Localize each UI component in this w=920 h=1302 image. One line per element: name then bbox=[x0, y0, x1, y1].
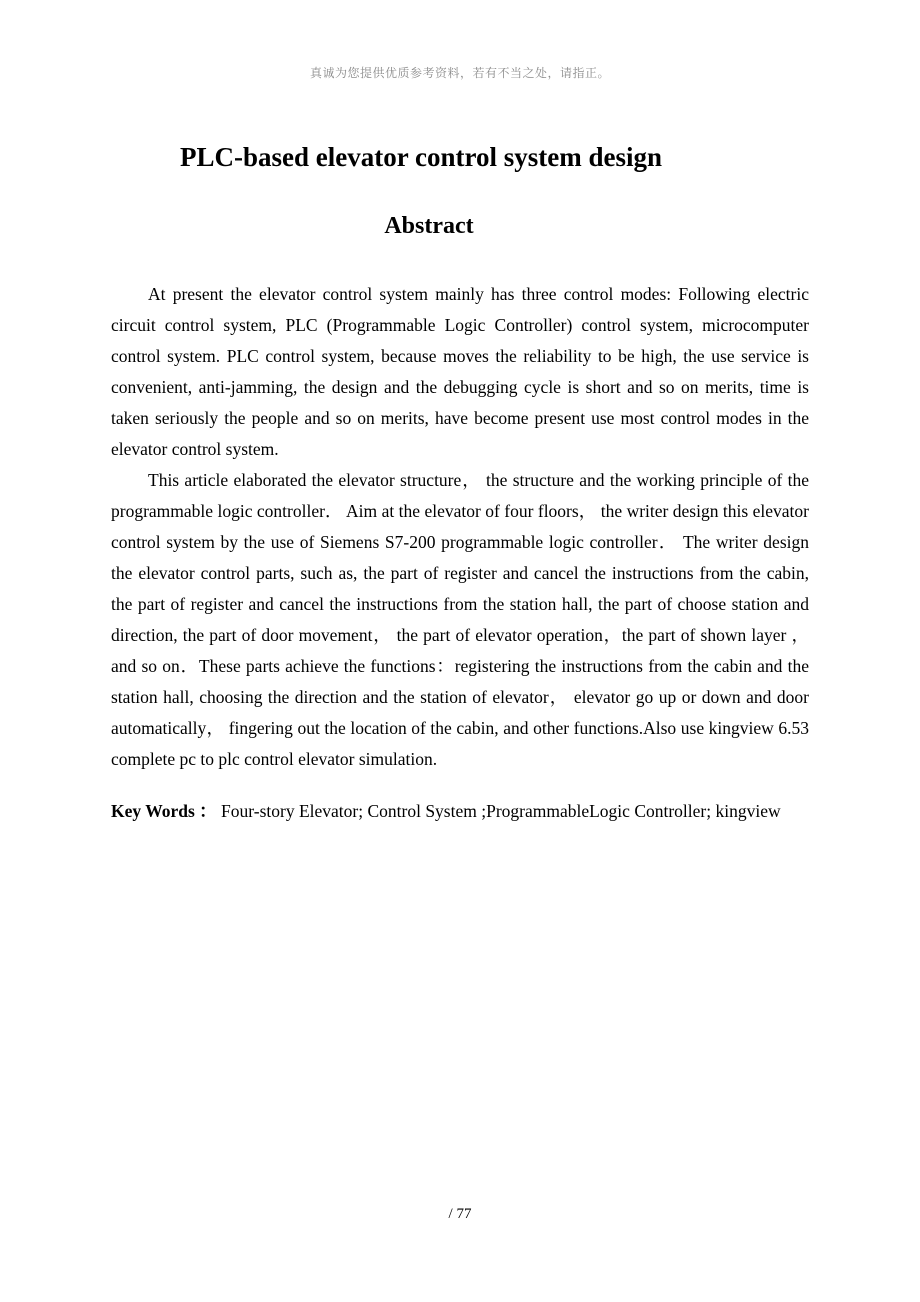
header-note: 真诚为您提供优质参考资料，若有不当之处，请指正。 bbox=[309, 66, 610, 80]
abstract-body bbox=[111, 279, 809, 827]
keywords-line bbox=[111, 796, 809, 827]
page-number: / 77 bbox=[448, 1206, 472, 1222]
document-title: PLC-based elevator control system design bbox=[180, 142, 662, 172]
abstract-heading: Abstract bbox=[384, 213, 474, 239]
keywords-text: Four-story Elevator; Control System ;ProgrammableLogic Controller; kingview bbox=[216, 801, 781, 821]
keywords-label: Key Words ： bbox=[111, 801, 217, 821]
abstract-paragraph-1: At present the elevator control system mainly has three control modes: Following electric circuit control system, PLC (Programmable Logic Controller) control system, microcomputer control system. PLC control system, because moves the reliability to be high, the use service is convenient, anti-jamming, the design and the debugging cycle is short and so on merits, time is taken seriously the people and so on merits, have become present use most control modes in the elevator control system. bbox=[111, 284, 809, 459]
abstract-paragraph-2: This article elaborated the elevator structure， the structure and the working principle of the programmable logic controller． Aim at the elevator of four floors， the writer design this elevator control system by the use of Siemens S7-200 programmable logic controller． The writer design the elevator control parts, such as, the part of register and cancel the instructions from the cabin, the part of register and cancel the instructions from the station hall, the part of choose station and direction, the part of door movement， the part of elevator operation，the part of shown layer ，and so on．These parts achieve the functions：registering the instructions from the cabin and the station hall, choosing the direction and the station of elevator， elevator go up or down and door automatically， fingering out the location of the cabin, and other functions.Also use kingview 6.53 complete pc to plc control elevator simulation. bbox=[111, 470, 809, 769]
